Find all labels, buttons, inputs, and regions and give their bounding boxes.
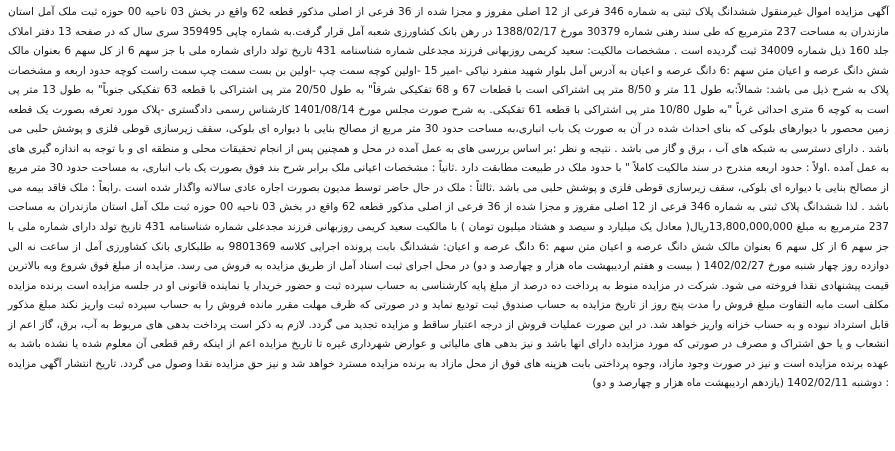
auction-notice-text: آگهی مزایده اموال غیرمنقول ششدانگ پلاک ثبتی به شماره 346 فرعی از 12 اصلی مفروز و مجزا شده از 36 فرعی از اصلی مذکور قطعه 62 واقع در بخش 03 ناحیه 00 حوزه ثبت ملک آمل استان مازندران به مساحت 237 مترمربع که طی سند رهنی شماره 30379 مورخ 1388/02/17 در رهن بانک کشاورزی شعبه آمل قرار گرفت.به شماره چاپی 359495 سری سال که در صفحه 13 دفتر املاک جلد 160 ذیل شماره 34009 ثبت گردیده است . مشخصات مالکیت: سعید کریمی روزبهانی فرزند مجدعلی شماره شناسنامه 431 تاریخ تولد دارای شماره ملی با جز سهم 6 از کل سهم 6 بعنوان مالک شش دانگ عرصه و اعیان متن سهم :6 دانگ عرصه و اعیان به آدرس آمل بلوار شهید منفرد نیاکی -امیر 15 -اولین کوچه سمت چپ -اولین بن بست سمت چپ سمت راست کوچه حدود اربعه و مشخصات پلاک به شرح ذیل می باشد: شمالاً:به طول 11 متر و 8/50 متر پی اشتراکی است با قطعات 67 و 68 تفکیکی شرقاً" به طول 20/50 متر پی اشتراکی با قطعه 63 تفکیکی جنوباً" به طول 13 متر پی است به کوچه 6 متری احداثی غرباً "به طول 10/80 متر پی اشتراکی با قطعه 61 تفکیکی. به شرح صورت مجلس مورخ 1401/08/14 کارشناس رسمی دادگستری -پلاک مورد تعرفه بصورت یک قطعه زمین محصور با دیوارهای بلوکی که بنای احداث شده در آن به صورت یک باب انباری،به مساحت حدود 30 متر مربع از مصالح بنایی با دیواره ای بلوکی، سقف زیرسازی قوطی فلزی و پوشش حلبی می باشد . دارای دسترسی به شبکه های آب ، برق و گاز می باشد . نتیجه و نظر :بر اساس بررسی های به عمل آمده در محل و همچنین پس از انجام تحقیقات محلی و منطقه ای و با توجه به اندازه گیری های به عمل آمده .اولاً : حدود اربعه مندرج در سند مالکیت کاملاً " با حدود ملک در طبیعت مطابقت دارد .ثانیاً : مشخصات اعیانی ملک برابر شرح بند فوق بصورت یک باب انباری، به مساحت حدود 30 متر مربع از مصالح بنایی با دیواره ای بلوکی، سقف زیرسازی قوطی فلزی و پوشش حلبی می باشد .ثالثاً : ملک در حال حاضر توسط مدیون بصورت اجاره عادی سالانه واگذار شده است .رابعاً : ملک فاقد بیمه می باشد . لذا ششدانگ پلاک ثبتی به شماره 346 فرعی از 12 اصلی مفروز و مجزا شده از 36 فرعی از اصلی مذکور قطعه 62 واقع در بخش 03 ناحیه 00 حوزه ثبت ملک آمل استان مازندران به مساحت 237 مترمربع به مبلغ 13,800,000,000ریال( معادل یک میلیارد و سیصد و هشتاد میلیون تومان ) با مالکیت سعید کریمی روزبهانی فرزند مجدعلی شماره شناسنامه 431 تاریخ تولد دارای شماره ملی با جز سهم 6 از کل سهم 6 بعنوان مالک شش دانگ عرصه و اعیان متن سهم :6 دانگ عرصه و اعیان: ششدانگ بابت پرونده اجرایی کلاسه 9801369 به طلبکاری بانک کشاورزی آمل از ساعت نه الی دوازده روز چهار شنبه مورخ 1402/02/27 ( بیست و هفتم اردیبهشت ماه هزار و چهارصد و دو) در محل اجرای ثبت اسناد آمل از طریق مزایده به فروش می رسد. مزایده از مبلغ فوق شروع وبه بالاترین قیمت پیشنهادی نقدا فروخته می شود. شرکت در مزایده منوط به پرداخت ده درصد از مبلغ پایه کارشناسی به حساب سپرده ثبت و حضور خریدار یا نماینده قانونی او در جلسه مزایده است برنده مزایده مکلف است مابه التفاوت مبلغ فروش را مدت پنج روز از تاریخ مزایده به حساب صندوق ثبت تودیع نماید و در صورتی که ظرف مهلت مقرر مانده فروش را به حساب سپرده ثبت واریز نکند مبلغ مذکور قابل استرداد نبوده و به حساب خزانه واریز خواهد شد. در این صورت عملیات فروش از درجه اعتبار ساقط و مزایده تجدید می گردد. لازم به ذکر است پرداخت بدهی های مربوط به آب، برق، گاز اعم از انشعاب و یا حق اشتراک و مصرف در صورتی که مورد مزایده دارای انها باشد و نیز بدهی های مالیاتی و عوارض شهرداری غیره تا تاریخ مزایده اعم از اینکه رقم قطعی آن معلوم شده یا نشده باشد به عهده برنده مزایده است و نیز در صورت وجود مازاد، وجوه پرداختی بابت هزینه های فوق از محل مازاد به برنده مزایده مسترد خواهد شد و نیز حق مزایده نقدا وصول می گردد. تاریخ انتشار آگهی مزایده : دوشنبه 1402/02/11 (یازدهم اردیبهشت ماه هزار و چهارصد و دو) [8,6,890,390]
